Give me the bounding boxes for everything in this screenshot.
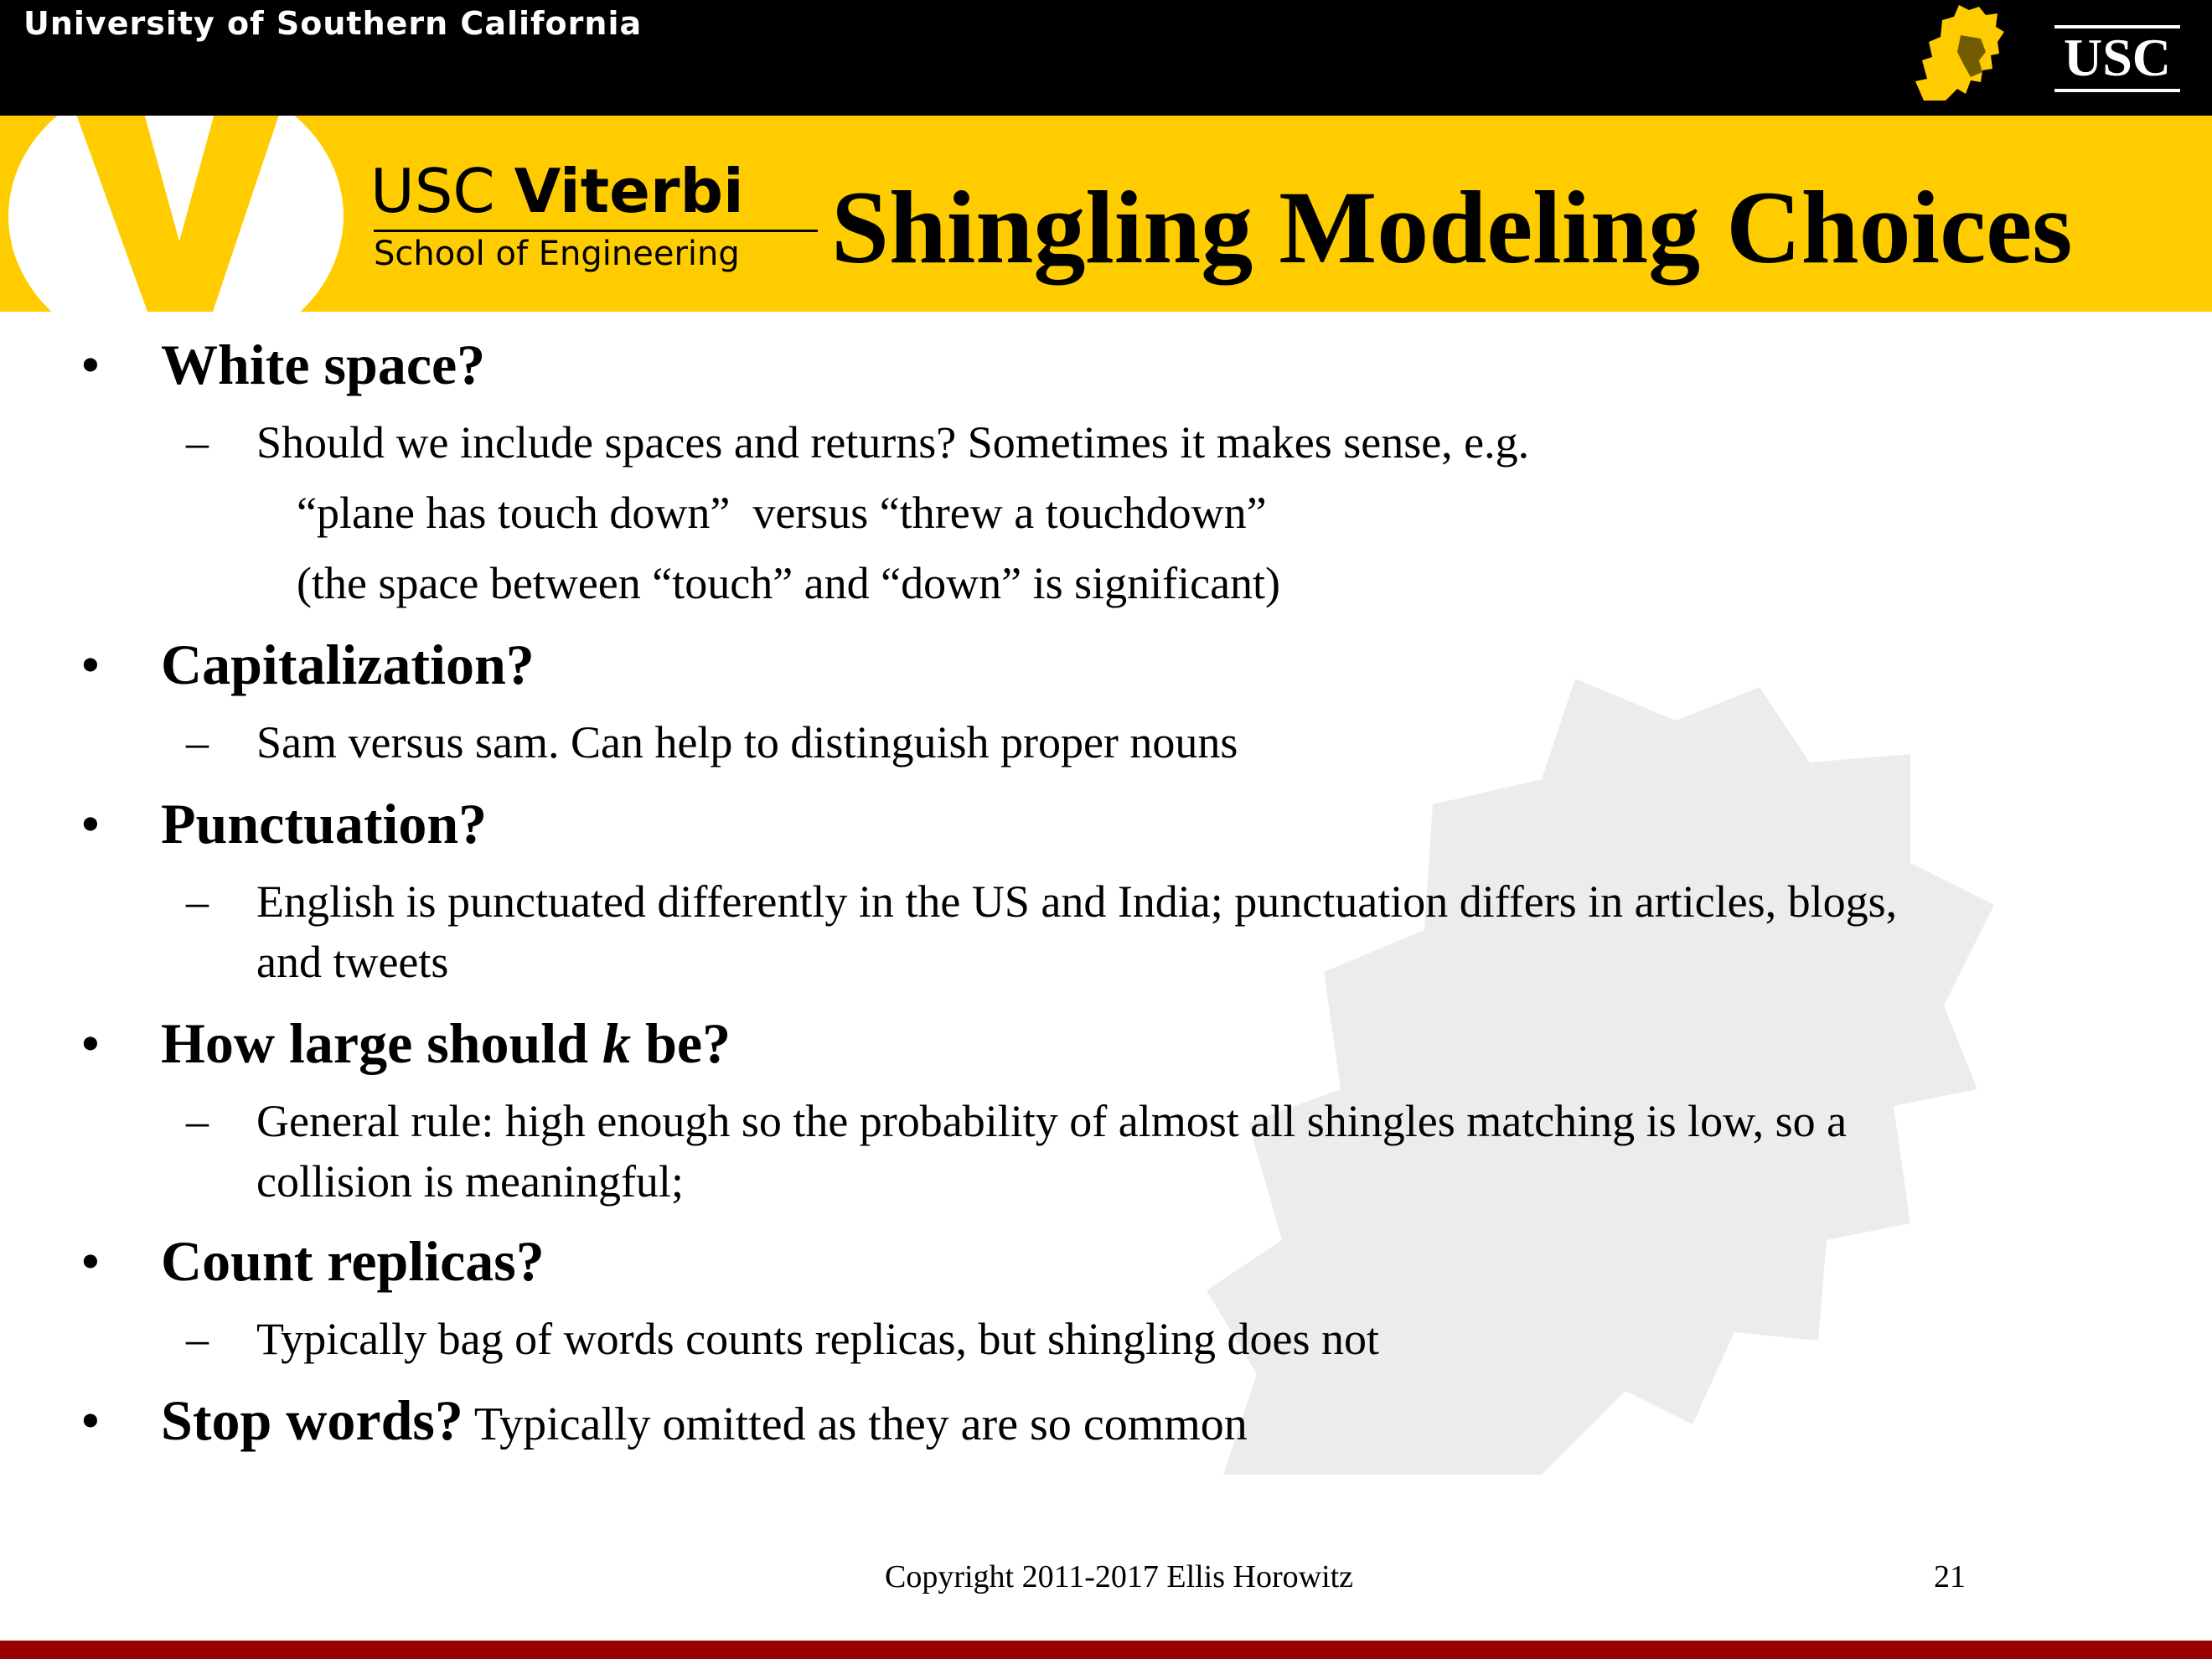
sub-bullet [186,871,1898,992]
viterbi-school-text: School of Engineering [374,235,740,273]
sub-bullet-dash: – [186,876,209,927]
bullet-heading-k: k [602,1011,632,1075]
sub-bullet [186,712,1238,773]
page-number: 21 [1934,1559,1966,1594]
bullet-k-size [80,1010,731,1077]
title-band [0,116,2212,312]
viterbi-usc-text: USC [370,156,514,226]
bullet-dot: • [80,333,101,396]
viterbi-name-text: Viterbi [514,156,744,226]
sub-bullet-line: (the space between “touch” and “down” is significant) [297,558,1281,608]
bullet-tail: Typically omitted as they are so common [463,1398,1248,1450]
bullet-heading-a: How large should [161,1011,603,1075]
bullet-dot: • [80,1229,101,1293]
sub-bullet-line: collision is meaningful; [256,1156,684,1207]
sub-bullet-dash: – [186,417,209,468]
bullet-white-space [80,332,486,398]
bullet-capitalization [80,632,535,698]
bullet-stop-words [80,1388,1248,1454]
sub-bullet-dash: – [186,717,209,767]
sub-bullet [186,1091,1848,1212]
copyright-text: Copyright 2011-2017 Ellis Horowitz [885,1559,1354,1594]
sub-bullet-dash: – [186,1314,209,1364]
bullet-heading: Stop words? [161,1388,463,1452]
sub-bullet-line: and tweets [256,937,449,987]
bullet-count-replicas [80,1228,545,1295]
bullet-heading: Capitalization? [161,633,535,696]
bullet-dot: • [80,1388,101,1452]
sub-bullet [186,412,1530,613]
usc-logo: USC [2054,25,2180,92]
bullet-punctuation [80,791,488,857]
viterbi-rule [374,230,818,232]
sub-bullet-line: English is punctuated differently in the US and India; punctuation differs in articles, blogs, [256,876,1898,927]
bullet-heading: Count replicas? [161,1229,545,1293]
bullet-heading-b: be? [631,1011,731,1075]
sub-bullet-line: Typically bag of words counts replicas, but shingling does not [256,1314,1380,1364]
sub-bullet-line: Should we include spaces and returns? Sometimes it makes sense, e.g. [256,417,1530,468]
bullet-dot: • [80,792,101,855]
sub-bullet [186,1309,1380,1369]
trojan-head-icon [1899,2,2008,109]
bullet-heading: White space? [161,333,486,396]
bottom-bar [0,1641,2212,1659]
bullet-dot: • [80,633,101,696]
sub-bullet-dash: – [186,1096,209,1146]
bullet-dot: • [80,1011,101,1075]
sub-bullet-line: “plane has touch down” versus “threw a touchdown” [297,488,1267,538]
university-name: University of Southern California [23,5,643,42]
viterbi-logo [370,158,823,275]
sub-bullet-line: General rule: high enough so the probability of almost all shingles matching is low, so a [256,1096,1848,1146]
sub-bullet-line: Sam versus sam. Can help to distinguish proper nouns [256,717,1238,767]
university-header-bar [0,0,2212,116]
viterbi-v-icon [0,116,352,312]
slide-title: Shingling Modeling Choices [831,170,2073,285]
bullet-heading: Punctuation? [161,792,488,855]
